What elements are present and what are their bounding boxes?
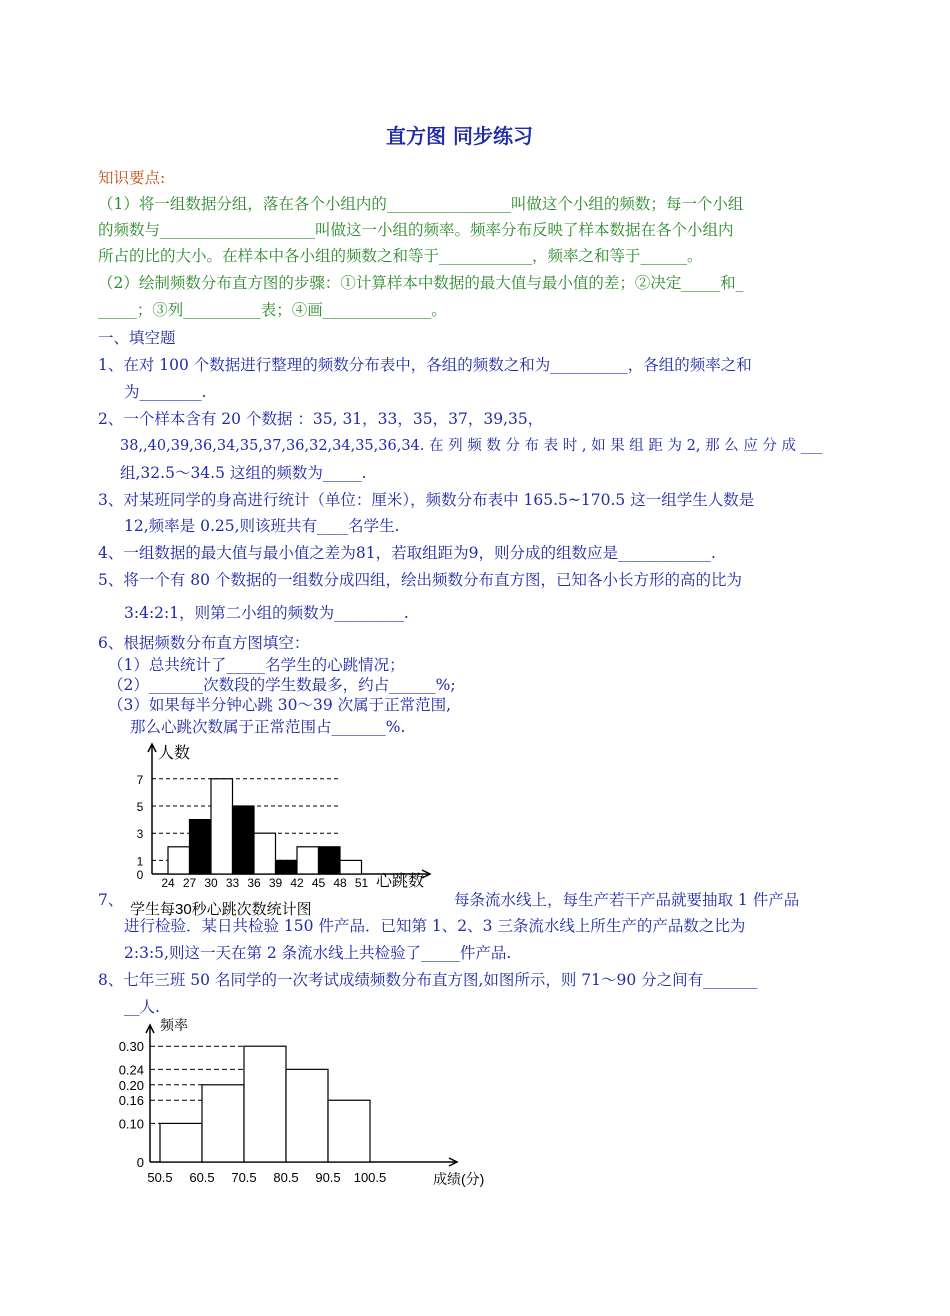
histogram-bar [244, 1046, 286, 1162]
y-tick-label: 3 [136, 827, 144, 842]
knowledge-line: 的频数与____________________叫做这一小组的频率。频率分布反映了样本数据在各个小组内 [98, 221, 734, 239]
y-axis-label: 频率 [160, 1017, 188, 1033]
x-tick-label: 42 [290, 876, 304, 890]
x-tick-label: 60.5 [189, 1170, 215, 1185]
x-tick-label: 70.5 [231, 1170, 257, 1185]
histogram-bar [319, 847, 341, 874]
histogram-bar [297, 847, 319, 874]
question-line: 2、一个样本含有 20 个数据 ：35, 31，33，35，37，39,35， [98, 410, 544, 428]
y-tick-label: 5 [136, 800, 144, 814]
x-axis-label: 成绩(分) [433, 1171, 485, 1187]
x-tick-label: 51 [354, 876, 369, 890]
heartbeat-histogram [130, 738, 450, 918]
question-line: 1、在对 100 个数据进行整理的频数分布表中，各组的频数之和为__________，各组的频率之和 [98, 356, 752, 374]
question-line: 38,,40,39,36,34,35,37,36,32,34,35,36,34. 在 列 频 数 分 布 表 时 , 如 果 组 距 为 2, 那 么 应 分 成 ___ [120, 438, 823, 454]
x-tick-label: 45 [311, 876, 326, 890]
question-line: 5、将一个有 80 个数据的一组数分成四组，绘出频数分布直方图，已知各小长方形的高的比为 [98, 571, 742, 589]
knowledge-heading: 知识要点: [98, 169, 166, 187]
x-tick-label: 100.5 [353, 1170, 387, 1185]
knowledge-line: （1）将一组数据分组，落在各个小组内的________________叫做这个小组的频数；每一个小组 [98, 195, 744, 213]
section-heading: 一、填空题 [98, 329, 176, 347]
histogram-bar [340, 860, 362, 874]
histogram-bar [328, 1100, 370, 1162]
x-tick-label: 33 [225, 876, 240, 890]
histogram-bar [254, 833, 276, 874]
page-title: 直方图 同步练习 [386, 124, 533, 148]
knowledge-line: （2）绘制频数分布直方图的步骤：①计算样本中数据的最大值与最小值的差；②决定_____和_ [98, 274, 744, 292]
question-line: （1）总共统计了_____名学生的心跳情况； [108, 656, 405, 674]
question-line: 进行检验．某日共检验 150 件产品．已知第 1、2、3 三条流水线上所生产的产品数之比为 [124, 917, 746, 935]
question-line: 7、 [98, 891, 124, 909]
y-tick-label: 7 [136, 772, 144, 787]
x-tick-label: 24 [161, 876, 175, 890]
question-line: 4、一组数据的最大值与最小值之差为81，若取组距为9，则分成的组数应是____________. [98, 544, 716, 562]
y-tick-label: 0 [136, 1155, 144, 1170]
histogram-bar [211, 779, 233, 874]
question-line: 8、七年三班 50 名同学的一次考试成绩频数分布直方图,如图所示，则 71～90 分之间有_______ [98, 971, 758, 989]
question-line: 3、对某班同学的身高进行统计（单位：厘米），频数分布表中 165.5~170.5 这一组学生人数是 [98, 491, 755, 509]
histogram-bar [160, 1123, 202, 1162]
histogram-bar [276, 860, 298, 874]
y-tick-label: 0.10 [118, 1116, 144, 1132]
y-tick-label: 0.30 [118, 1039, 144, 1055]
chart-title: 学生每30秒心跳次数统计图 [130, 901, 312, 918]
x-tick-label: 48 [333, 876, 347, 890]
histogram-bar [233, 806, 255, 874]
histogram-bar [286, 1069, 328, 1162]
question-line: 2:3:5,则这一天在第 2 条流水线上共检验了_____件产品. [124, 944, 512, 962]
question-line: 为________. [124, 383, 207, 401]
question-line: （3）如果每半分钟心跳 30～39 次属于正常范围, [108, 696, 452, 714]
knowledge-line: 所占的比的大小。在样本中各小组的频数之和等于____________，频率之和等于______。 [98, 247, 703, 265]
x-tick-label: 36 [247, 876, 261, 890]
question-line: 12,频率是 0.25,则该班共有____名学生. [124, 517, 400, 535]
x-axis-label: 心跳数 [376, 873, 425, 890]
y-axis-label: 人数 [158, 745, 191, 762]
question-line: 组,32.5～34.5 这组的频数为_____. [120, 464, 367, 482]
histogram-bar [190, 820, 212, 874]
question-line: 每条流水线上，每生产若干产品就要抽取 1 件产品 [454, 891, 800, 909]
x-tick-label: 27 [182, 876, 197, 890]
question-line: 3:4:2:1，则第二小组的频数为_________. [124, 604, 409, 622]
histogram-bar [168, 847, 190, 874]
y-tick-label: 0.24 [118, 1062, 144, 1078]
y-tick-label: 0.20 [118, 1077, 144, 1093]
x-tick-label: 50.5 [147, 1170, 173, 1185]
x-tick-label: 30 [204, 876, 218, 890]
question-line: 6、根据频数分布直方图填空： [98, 634, 310, 652]
x-tick-label: 80.5 [273, 1170, 299, 1185]
y-tick-label: 1 [136, 854, 144, 869]
question-line: __人. [124, 998, 160, 1016]
histogram-bar [202, 1085, 244, 1162]
x-tick-label: 90.5 [315, 1170, 341, 1185]
x-tick-label: 39 [268, 876, 283, 890]
y-tick-label: 0.16 [118, 1093, 144, 1109]
score-histogram [95, 1015, 515, 1195]
y-tick-label: 0 [136, 868, 144, 882]
question-line: （2）_______次数段的学生数最多，约占______%; [108, 676, 456, 694]
question-line: 那么心跳次数属于正常范围占_______%. [130, 718, 406, 736]
knowledge-line: _____；③列__________表；④画______________。 [98, 301, 447, 319]
